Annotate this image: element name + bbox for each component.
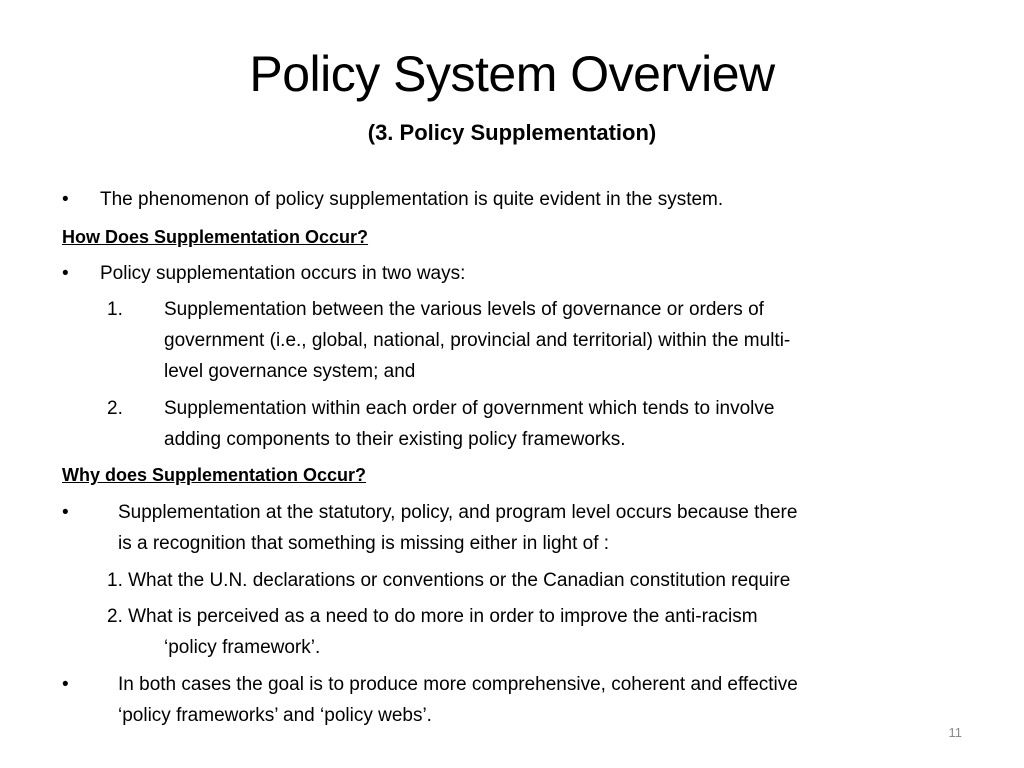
slide-subtitle: (3. Policy Supplementation): [367, 120, 657, 145]
why-bullet-1-line: Supplementation at the statutory, policy, and program level occurs because there: [118, 502, 798, 523]
how-item-2-line: adding components to their existing policy frameworks.: [164, 429, 626, 450]
bullet-glyph: •: [62, 674, 69, 695]
why-sub-item-2-line: ‘policy framework’.: [164, 637, 321, 658]
why-bullet-2-line: In both cases the goal is to produce more comprehensive, coherent and effective: [118, 674, 798, 695]
how-item-number: 1.: [107, 299, 123, 320]
how-item-number: 2.: [107, 398, 123, 419]
how-item-1-line: Supplementation between the various levels of governance or orders of: [164, 299, 764, 320]
bullet-glyph: •: [62, 502, 69, 523]
how-item-1-line: level governance system; and: [164, 361, 416, 382]
how-item-1-line: government (i.e., global, national, provincial and territorial) within the multi-: [164, 330, 791, 351]
why-bullet-1-line: is a recognition that something is missing either in light of :: [118, 533, 610, 554]
why-heading: Why does Supplementation Occur?: [62, 465, 367, 485]
bullet-glyph: •: [62, 189, 69, 210]
why-sub-item-2-line: 2. What is perceived as a need to do more in order to improve the anti-racism: [107, 606, 758, 627]
intro-bullet-text: The phenomenon of policy supplementation is quite evident in the system.: [100, 189, 724, 210]
how-item-2-line: Supplementation within each order of government which tends to involve: [164, 398, 775, 419]
why-sub-item-1-line: 1. What the U.N. declarations or conventions or the Canadian constitution require: [107, 570, 791, 591]
why-bullet-2-line: ‘policy frameworks’ and ‘policy webs’.: [118, 705, 432, 726]
page-number: 11: [948, 725, 962, 740]
bullet-glyph: •: [62, 263, 69, 284]
how-bullet-text: Policy supplementation occurs in two ways:: [100, 263, 466, 284]
slide-title: Policy System Overview: [249, 46, 775, 102]
how-heading: How Does Supplementation Occur?: [62, 227, 369, 247]
